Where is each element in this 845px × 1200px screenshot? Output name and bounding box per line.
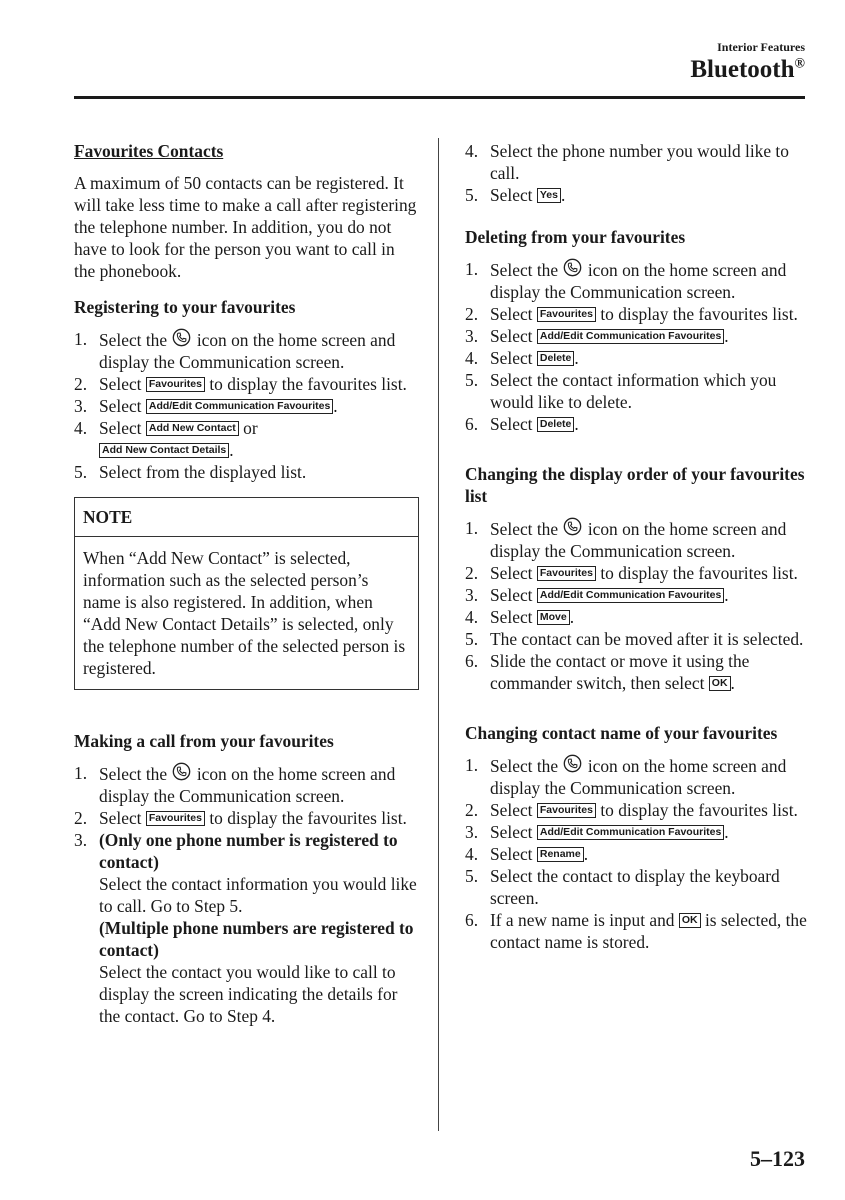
move-button: Move xyxy=(537,610,570,625)
list-item: 5. Select the contact information which you would like to delete. xyxy=(465,370,777,412)
phone-icon xyxy=(563,517,582,536)
favourites-contacts-paragraph: A maximum of 50 contacts can be registered. It will take less time to make a call after registering the telephone number. In addition, you do not have to look for the person you want to call in the phonebook. xyxy=(74,173,417,281)
section-label: Interior Features xyxy=(717,40,805,54)
contact-name-steps xyxy=(465,754,810,953)
favourites-contacts-heading: Favourites Contacts xyxy=(74,141,224,161)
ok-button: OK xyxy=(679,913,701,928)
right-column xyxy=(465,140,810,953)
phone-icon xyxy=(172,328,191,347)
list-item: 4. Select Add New Contact or Add New Contact Details . xyxy=(74,418,258,460)
list-item: 4. Select Rename . xyxy=(465,844,589,864)
list-item: 3. Select Add/Edit Communication Favourites . xyxy=(465,585,729,605)
add-edit-favourites-button: Add/Edit Communication Favourites xyxy=(146,399,333,414)
list-item: 6. Slide the contact or move it using the commander switch, then select OK . xyxy=(465,651,750,693)
left-column xyxy=(74,140,419,1027)
list-item: 2. Select Favourites to display the favourites list. xyxy=(465,563,798,583)
making-call-steps-continued xyxy=(465,140,810,206)
column-divider xyxy=(438,138,439,1131)
list-item: 5. The contact can be moved after it is selected. xyxy=(465,629,804,649)
list-item: 6. Select Delete . xyxy=(465,414,579,434)
deleting-steps xyxy=(465,258,810,435)
favourites-button: Favourites xyxy=(537,566,596,581)
list-item: 4. Select Move . xyxy=(465,607,575,627)
favourites-button: Favourites xyxy=(146,811,205,826)
delete-button: Delete xyxy=(537,351,575,366)
rename-button: Rename xyxy=(537,847,584,862)
list-item: 3. Select Add/Edit Communication Favourites . xyxy=(74,396,338,416)
registering-steps xyxy=(74,328,419,483)
add-edit-favourites-button: Add/Edit Communication Favourites xyxy=(537,329,724,344)
registered-mark: ® xyxy=(794,56,805,72)
list-item: 3. Select Add/Edit Communication Favourites . xyxy=(465,326,729,346)
list-item: 1. Select the icon on the home screen and display the Communication screen. xyxy=(465,518,787,561)
list-item: 2. Select Favourites to display the favourites list. xyxy=(74,374,407,394)
yes-button: Yes xyxy=(537,188,561,203)
making-call-heading: Making a call from your favourites xyxy=(74,731,334,751)
header-rule xyxy=(74,96,805,99)
add-new-contact-details-button: Add New Contact Details xyxy=(99,443,229,458)
favourites-button: Favourites xyxy=(537,803,596,818)
display-order-steps xyxy=(465,517,810,694)
display-order-heading: Changing the display order of your favourites list xyxy=(465,464,805,506)
list-item: 3. Select Add/Edit Communication Favourites . xyxy=(465,822,729,842)
note-box xyxy=(74,497,419,690)
add-new-contact-button: Add New Contact xyxy=(146,421,239,436)
list-item: 5. Select from the displayed list. xyxy=(74,462,307,482)
list-item: 2. Select Favourites to display the favourites list. xyxy=(74,808,407,828)
list-item: 4. Select Delete . xyxy=(465,348,579,368)
note-title: NOTE xyxy=(75,498,418,537)
phone-icon xyxy=(563,754,582,773)
list-item: 1. Select the icon on the home screen and display the Communication screen. xyxy=(465,755,787,798)
registering-heading: Registering to your favourites xyxy=(74,297,296,317)
phone-icon xyxy=(172,762,191,781)
page-number: 5–123 xyxy=(750,1146,805,1171)
add-edit-favourites-button: Add/Edit Communication Favourites xyxy=(537,825,724,840)
list-item: 1. Select the icon on the home screen and display the Communication screen. xyxy=(74,763,396,806)
page-title: Bluetooth® xyxy=(690,56,805,83)
ok-button: OK xyxy=(709,676,731,691)
list-item: 3. (Only one phone number is registered to contact) Select the contact information you would like to call. Go to Step 5. (Multiple phone numbers are registered to contact) Select the contact you would like to call to display the screen indicating the details for the contact. Go to Step 4. xyxy=(74,830,417,1026)
making-call-steps xyxy=(74,762,419,1027)
list-item: 5. Select Yes . xyxy=(465,185,566,205)
contact-name-heading: Changing contact name of your favourites xyxy=(465,723,778,743)
list-item: 2. Select Favourites to display the favourites list. xyxy=(465,304,798,324)
note-body: When “Add New Contact” is selected, information such as the selected person’s name is also registered. In addition, when “Add New Contact Details” is selected, only the telephone number of the selected person is registered. xyxy=(83,548,406,678)
list-item: 4. Select the phone number you would like to call. xyxy=(465,141,789,183)
list-item: 6. If a new name is input and OK is selected, the contact name is stored. xyxy=(465,910,807,952)
list-item: 2. Select Favourites to display the favourites list. xyxy=(465,800,798,820)
favourites-button: Favourites xyxy=(537,307,596,322)
favourites-button: Favourites xyxy=(146,377,205,392)
phone-icon xyxy=(563,258,582,277)
deleting-heading: Deleting from your favourites xyxy=(465,227,686,247)
add-edit-favourites-button: Add/Edit Communication Favourites xyxy=(537,588,724,603)
list-item: 5. Select the contact to display the keyboard screen. xyxy=(465,866,780,908)
list-item: 1. Select the icon on the home screen and display the Communication screen. xyxy=(465,259,787,302)
list-item: 1. Select the icon on the home screen and display the Communication screen. xyxy=(74,329,396,372)
delete-button: Delete xyxy=(537,417,575,432)
